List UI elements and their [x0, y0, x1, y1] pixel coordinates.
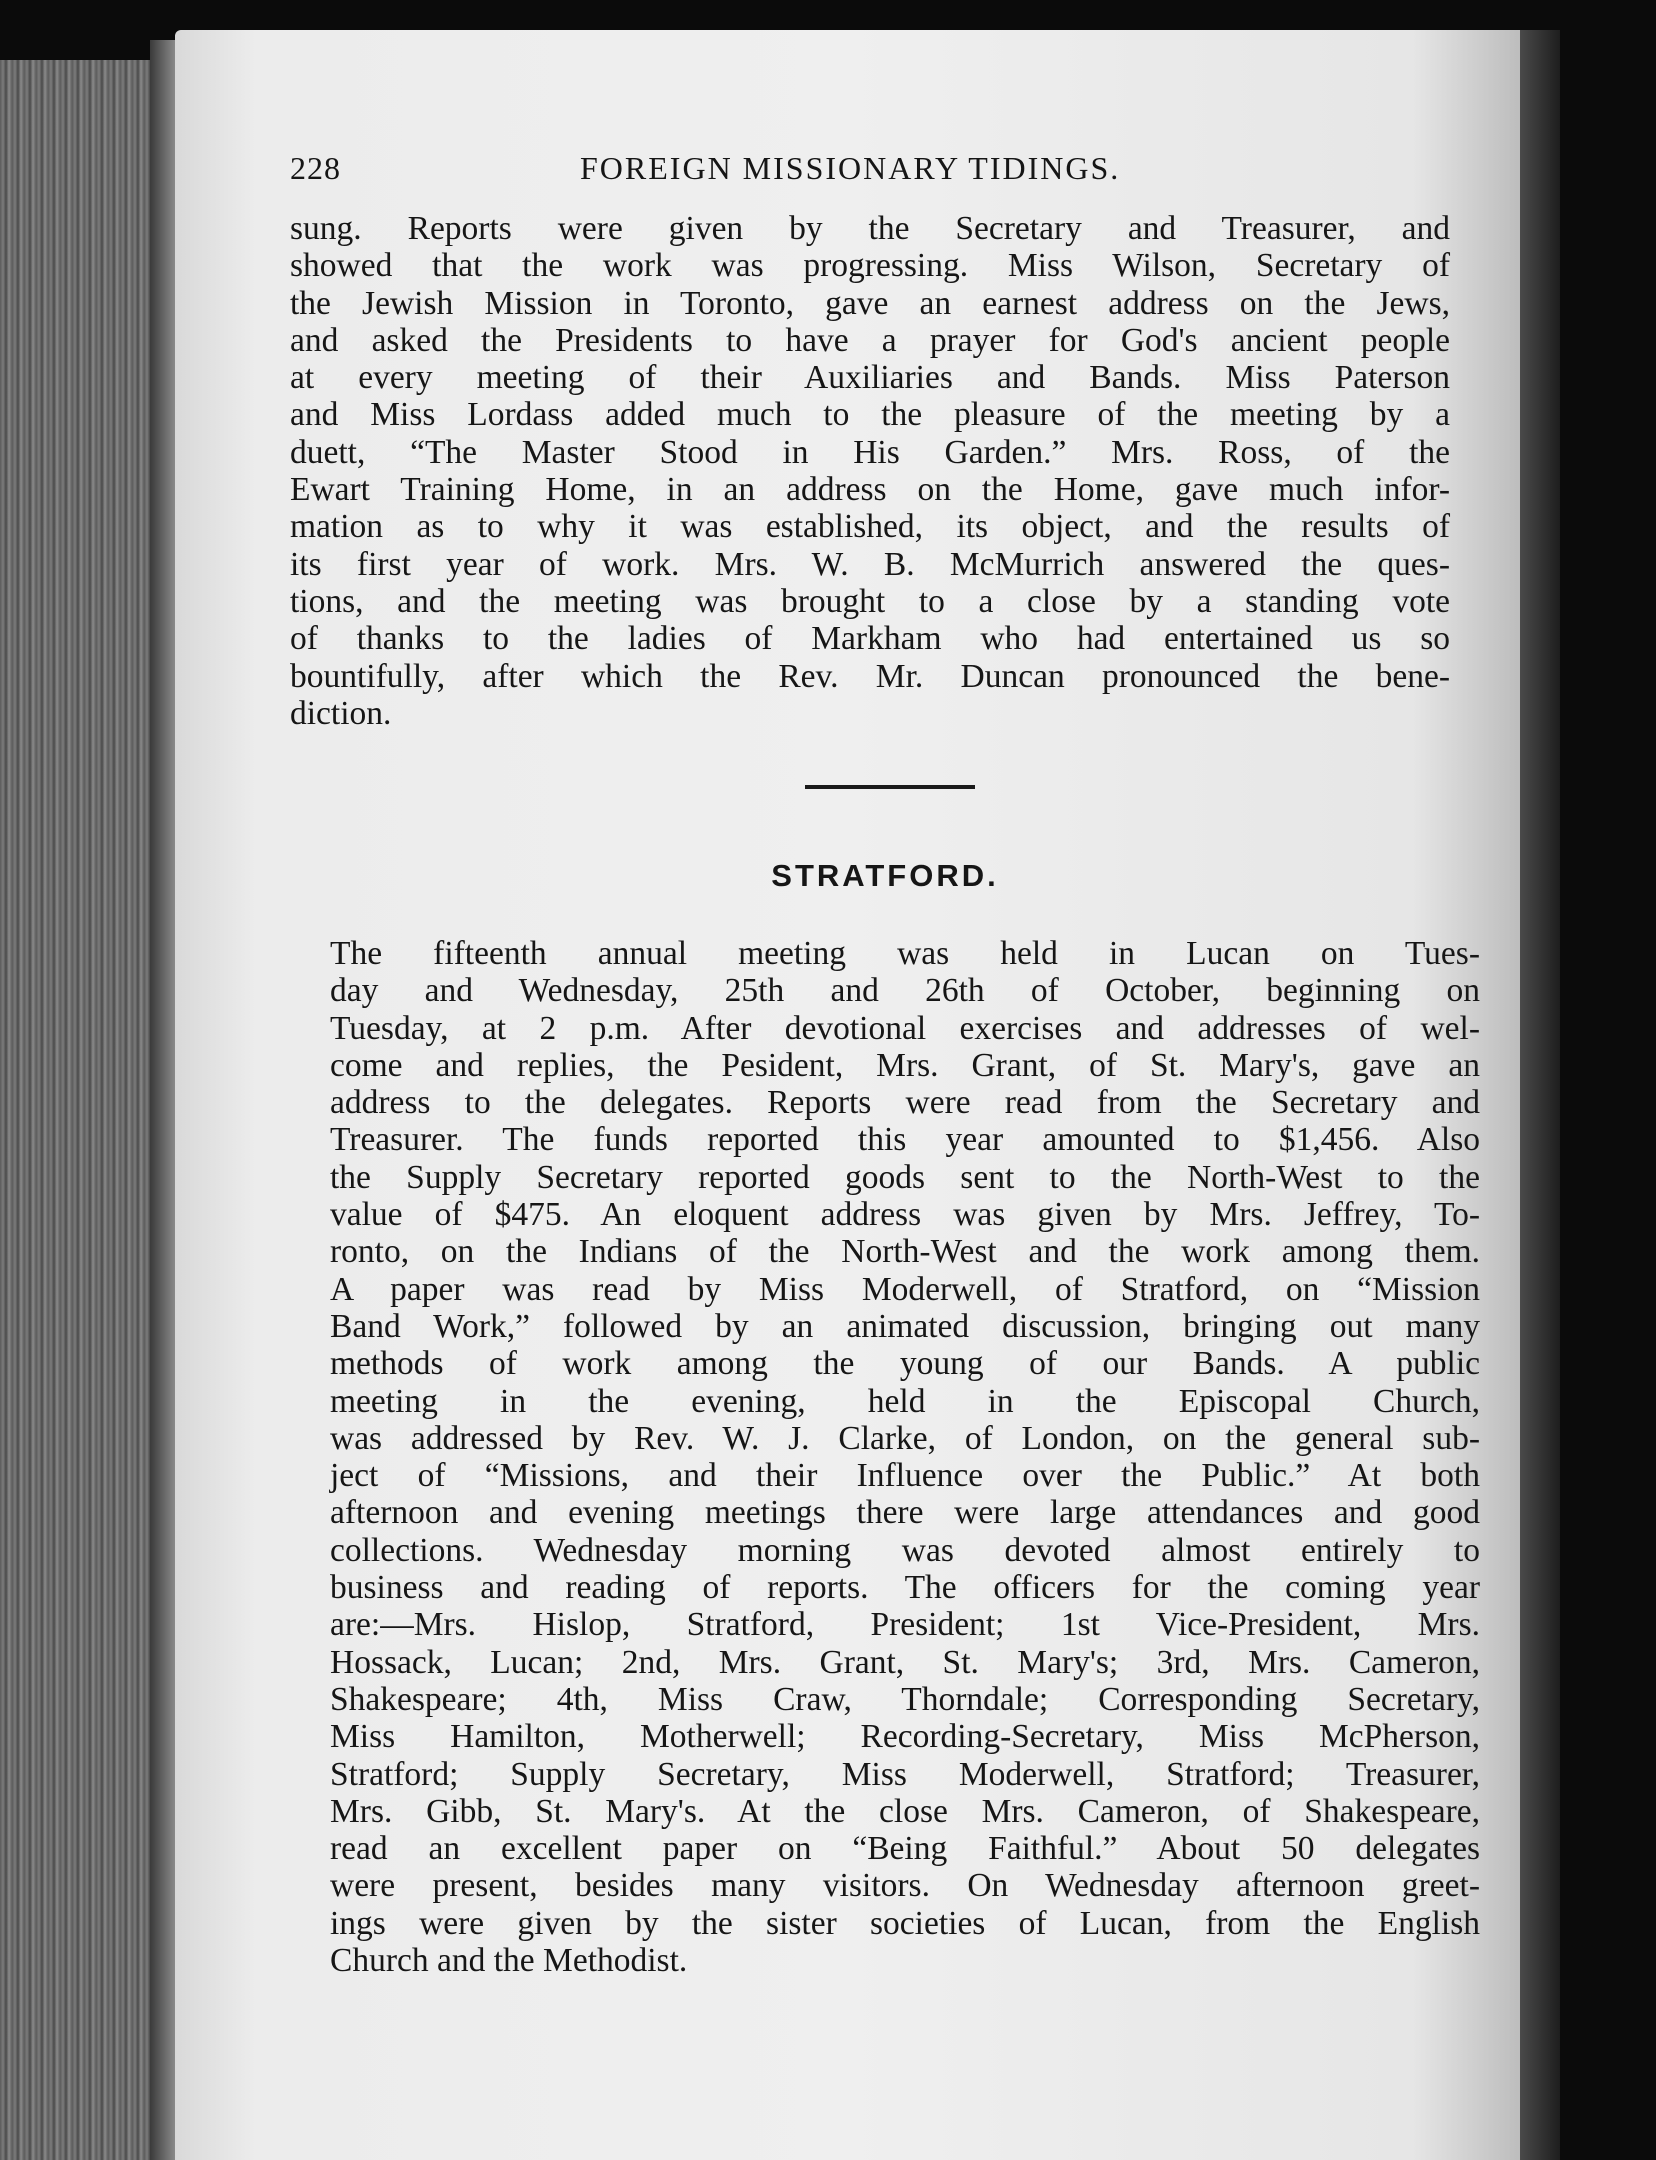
page-number: 228	[290, 150, 341, 186]
text-line: A paper was read by Miss Moderwell, of Stratford, on “Mission	[330, 1270, 1480, 1308]
text-line: and asked the Presidents to have a prayer for God's ancient people	[290, 321, 1450, 359]
text-line: duett, “The Master Stood in His Garden.” Mrs. Ross, of the	[290, 433, 1450, 471]
book-spine-page-edges	[0, 60, 175, 2160]
text-line: day and Wednesday, 25th and 26th of October, beginning on	[330, 972, 1480, 1010]
text-line: the Jewish Mission in Toronto, gave an earnest address on the Jews,	[290, 284, 1450, 322]
text-line: Ewart Training Home, in an address on the Home, gave much infor-	[290, 471, 1450, 509]
text-line: sung. Reports were given by the Secretary and Treasurer, and	[290, 210, 1450, 247]
running-head	[290, 140, 1480, 190]
text-line: Treasurer. The funds reported this year amounted to $1,456. Also	[330, 1121, 1480, 1159]
text-line: tions, and the meeting was brought to a close by a standing vote	[290, 582, 1450, 620]
facing-page-edge	[1520, 30, 1560, 2160]
stratford-paragraph	[330, 935, 1480, 1979]
text-line: of thanks to the ladies of Markham who had entertained us so	[290, 620, 1450, 658]
text-line: Church and the Methodist.	[330, 1942, 688, 1980]
journal-title: FOREIGN MISSIONARY TIDINGS.	[580, 150, 1121, 186]
page-content	[290, 140, 1480, 1980]
text-line: ings were given by the sister societies of Lucan, from the English	[330, 1904, 1480, 1942]
text-line: Hossack, Lucan; 2nd, Mrs. Grant, St. Mary's; 3rd, Mrs. Cameron,	[330, 1643, 1480, 1681]
text-line: bountifully, after which the Rev. Mr. Duncan pronounced the bene-	[290, 657, 1450, 695]
text-line: was addressed by Rev. W. J. Clarke, of London, on the general sub-	[330, 1419, 1480, 1457]
text-line: Tuesday, at 2 p.m. After devotional exercises and addresses of wel-	[330, 1009, 1480, 1047]
text-line: diction.	[290, 694, 392, 732]
text-line: The fifteenth annual meeting was held in Lucan on Tues-	[330, 935, 1480, 972]
section-divider-rule	[805, 785, 975, 789]
text-line: meeting in the evening, held in the Episcopal Church,	[330, 1382, 1480, 1420]
text-line: Stratford; Supply Secretary, Miss Moderwell, Stratford; Treasurer,	[330, 1755, 1480, 1793]
text-line: at every meeting of their Auxiliaries and Bands. Miss Paterson	[290, 359, 1450, 397]
text-line: read an excellent paper on “Being Faithful.” About 50 delegates	[330, 1830, 1480, 1868]
text-line: and Miss Lordass added much to the pleasure of the meeting by a	[290, 396, 1450, 434]
text-line: ronto, on the Indians of the North-West and the work among them.	[330, 1233, 1480, 1271]
text-line: mation as to why it was established, its object, and the results of	[290, 508, 1450, 546]
text-line: Shakespeare; 4th, Miss Craw, Thorndale; Corresponding Secretary,	[330, 1680, 1480, 1718]
text-line: business and reading of reports. The officers for the coming year	[330, 1569, 1480, 1607]
text-line: were present, besides many visitors. On Wednesday afternoon greet-	[330, 1867, 1480, 1905]
text-line: showed that the work was progressing. Miss Wilson, Secretary of	[290, 247, 1450, 285]
section-heading: STRATFORD.	[771, 858, 999, 893]
text-line: afternoon and evening meetings there were large attendances and good	[330, 1494, 1480, 1532]
text-line: Band Work,” followed by an animated discussion, bringing out many	[330, 1307, 1480, 1345]
text-line: the Supply Secretary reported goods sent to the North-West to the	[330, 1158, 1480, 1196]
text-line: its first year of work. Mrs. W. B. McMurrich answered the ques-	[290, 545, 1450, 583]
text-line: methods of work among the young of our Bands. A public	[330, 1345, 1480, 1383]
text-line: value of $475. An eloquent address was given by Mrs. Jeffrey, To-	[330, 1196, 1480, 1234]
text-line: are:—Mrs. Hislop, Stratford, President; 1st Vice-President, Mrs.	[330, 1606, 1480, 1644]
text-line: address to the delegates. Reports were read from the Secretary and	[330, 1084, 1480, 1122]
continued-paragraph	[290, 210, 1450, 732]
text-line: collections. Wednesday morning was devoted almost entirely to	[330, 1531, 1480, 1569]
text-line: Mrs. Gibb, St. Mary's. At the close Mrs. Cameron, of Shakespeare,	[330, 1792, 1480, 1830]
text-line: come and replies, the Pesident, Mrs. Grant, of St. Mary's, gave an	[330, 1046, 1480, 1084]
text-line: Miss Hamilton, Motherwell; Recording-Secretary, Miss McPherson,	[330, 1718, 1480, 1756]
text-line: ject of “Missions, and their Influence over the Public.” At both	[330, 1457, 1480, 1495]
